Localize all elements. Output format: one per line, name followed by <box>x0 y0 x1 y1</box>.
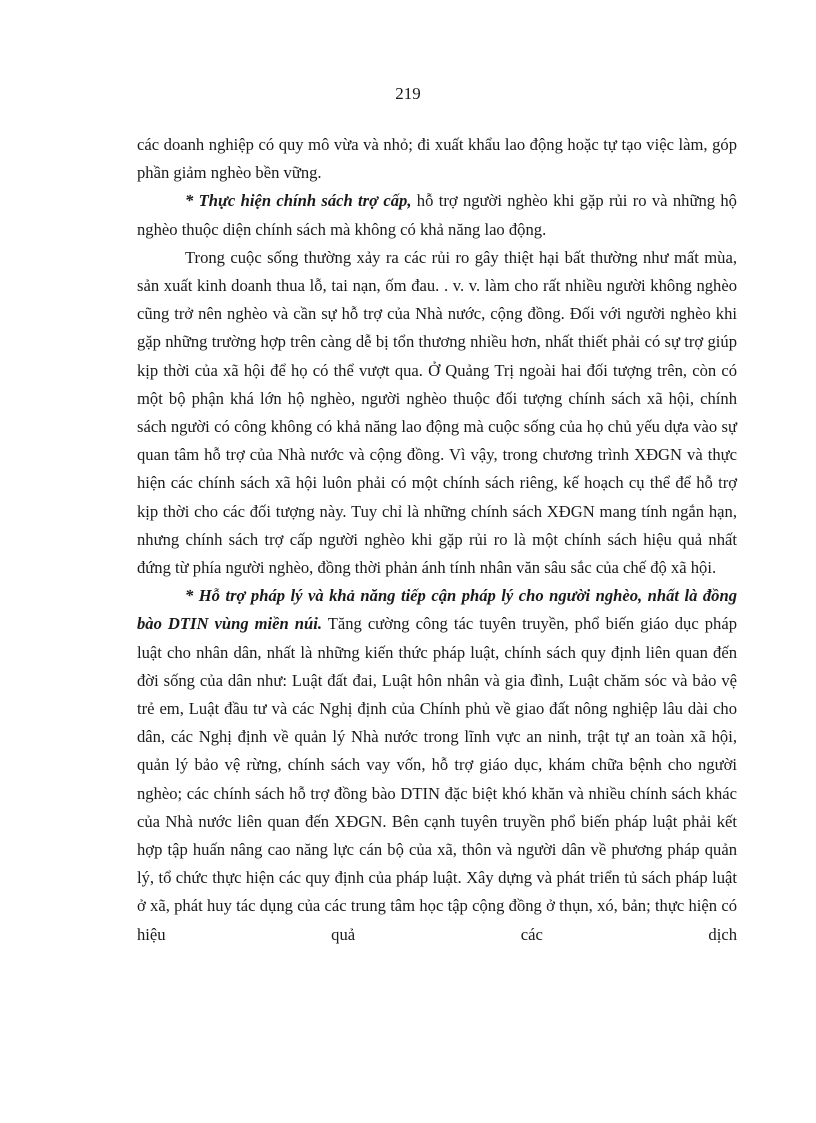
paragraph-2 <box>137 187 737 243</box>
document-body <box>137 131 737 949</box>
page-number: 219 <box>395 84 421 103</box>
paragraph-2-heading: * Thực hiện chính sách trợ cấp, <box>185 191 412 211</box>
paragraph-3: Trong cuộc sống thường xảy ra các rủi ro gây thiệt hại bất thường như mất mùa, sản xuất kinh doanh thua lỗ, tai nạn, ốm đau. . v. v. làm cho rất nhiều người không nghèo cũng trở nên nghèo và cần sự hỗ trợ của Nhà nước, cộng đồng. Đối với người nghèo khi gặp những trường hợp trên càng dễ bị tổn thương nhiều hơn, nhất thiết phải có sự trợ giúp kịp thời của xã hội để họ có thể vượt qua. Ở Quảng Trị ngoài hai đối tượng trên, còn có một bộ phận khá lớn hộ nghèo, người nghèo thuộc đối tượng chính sách xã hội, chính sách người có công không có khả năng lao động mà cuộc sống của họ chủ yếu dựa vào sự quan tâm hỗ trợ của Nhà nước và cộng đồng. Vì vậy, trong chương trình XĐGN và thực hiện các chính sách xã hội luôn phải có một chính sách riêng, kế hoạch cụ thể để hỗ trợ kịp thời cho các đối tượng này. Tuy chỉ là những chính sách XĐGN mang tính ngắn hạn, nhưng chính sách trợ cấp người nghèo khi gặp rủi ro là một chính sách hiệu quả nhất đứng từ phía người nghèo, đồng thời phản ánh tính nhân văn sâu sắc của chế độ xã hội. <box>137 247 737 578</box>
paragraph-2-body: hỗ trợ người nghèo khi gặp rủi ro và những hộ nghèo thuộc diện chính sách mà không có khả năng lao động. <box>137 191 737 239</box>
paragraph-4-heading: * Hỗ trợ pháp lý và khả năng tiếp cận pháp lý cho người nghèo, nhất là đồng bào DTIN vùng miền núi. <box>137 586 737 634</box>
paragraph-1: các doanh nghiệp có quy mô vừa và nhỏ; đi xuất khẩu lao động hoặc tự tạo việc làm, góp phần giảm nghèo bền vững. <box>137 135 737 183</box>
paragraph-4-body: Tăng cường công tác tuyên truyền, phổ biến giáo dục pháp luật cho nhân dân, nhất là những kiến thức pháp luật, chính sách quy định liên quan đến đời sống của dân như: Luật đất đai, Luật hôn nhân và gia đình, Luật chăm sóc và bảo vệ trẻ em, Luật đầu tư và các Nghị định của Chính phủ về giao đất nông nghiệp lâu dài cho dân, các Nghị định về quản lý Nhà nước trong lĩnh vực an ninh, trật tự an toàn xã hội, quản lý bảo vệ rừng, chính sách vay vốn, hỗ trợ giáo dục, khám chữa bệnh cho người nghèo; các chính sách hỗ trợ đồng bào DTIN đặc biệt khó khăn và nhiều chính sách khác của Nhà nước liên quan đến XĐGN. Bên cạnh tuyên truyền phổ biến pháp luật phải kết hợp tập huấn nâng cao năng lực cán bộ của xã, thôn và người dân về phương pháp quản lý, tổ chức thực hiện các quy định của pháp luật. Xây dựng và phát triển tủ sách pháp luật ở xã, phát huy tác dụng của các trung tâm học tập cộng đồng ở thụn, xó, bản; thực hiện có hiệu quả các dịch <box>137 614 737 944</box>
paragraph-4 <box>137 582 737 949</box>
